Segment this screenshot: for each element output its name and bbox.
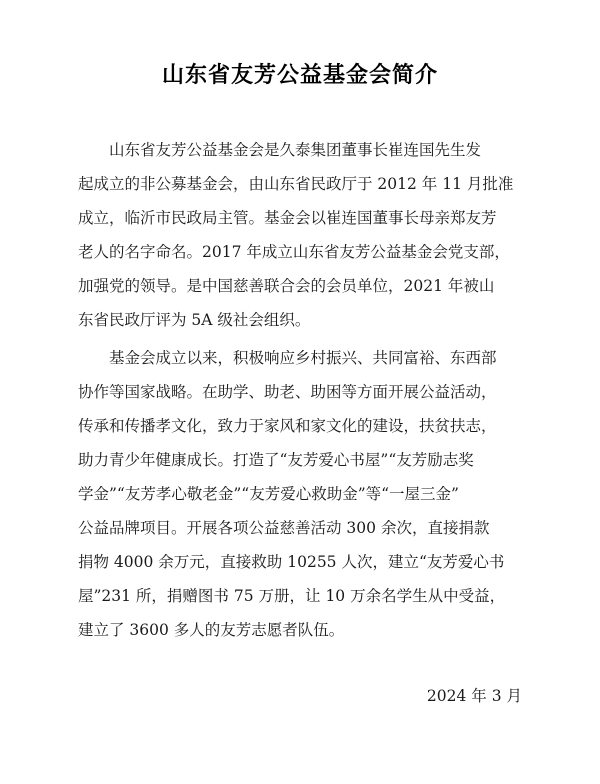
paragraph-line: 成立，临沂市民政局主管。基金会以崔连国董事长母亲郑友芳 bbox=[78, 209, 497, 227]
paragraph-line: 东省民政厅评为 5A 级社会组织。 bbox=[78, 311, 311, 329]
paragraph-line: 协作等国家战略。在助学、助老、助困等方面开展公益活动， bbox=[78, 383, 497, 401]
paragraph-line: 加强党的领导。是中国慈善联合会的会员单位，2021 年被山 bbox=[78, 277, 495, 295]
paragraph-line: 基金会成立以来，积极响应乡村振兴、共同富裕、东西部 bbox=[78, 349, 497, 367]
activities-paragraph bbox=[78, 341, 528, 647]
paragraph-line: 老人的名字命名。2017 年成立山东省友芳公益基金会党支部， bbox=[78, 243, 510, 261]
document-date: 2024 年 3 月 bbox=[426, 687, 522, 705]
paragraph-line: 捐物 4000 余万元，直接救助 10255 人次，建立“友芳爱心书 bbox=[78, 553, 505, 571]
paragraph-line: 建立了 3600 多人的友芳志愿者队伍。 bbox=[78, 621, 345, 639]
paragraph-line: 屋”231 所，捐赠图书 75 万册，让 10 万余名学生从中受益， bbox=[78, 587, 506, 605]
paragraph-line: 公益品牌项目。开展各项公益慈善活动 300 余次，直接捐款 bbox=[78, 519, 490, 537]
paragraph-line: 山东省友芳公益基金会是久泰集团董事长崔连国先生发 bbox=[78, 141, 482, 159]
intro-paragraph bbox=[78, 133, 528, 337]
paragraph-line: 学金”“友芳孝心敬老金”“友芳爱心救助金”等“一屋三金” bbox=[78, 485, 459, 503]
document-title: 山东省友芳公益基金会简介 bbox=[161, 63, 438, 88]
paragraph-line: 传承和传播孝文化，致力于家风和家文化的建设，扶贫扶志， bbox=[78, 417, 497, 435]
paragraph-line: 起成立的非公募基金会，由山东省民政厅于 2012 年 11 月批准 bbox=[78, 175, 514, 193]
paragraph-line: 助力青少年健康成长。打造了“友芳爱心书屋”“友芳励志奖 bbox=[78, 451, 474, 469]
